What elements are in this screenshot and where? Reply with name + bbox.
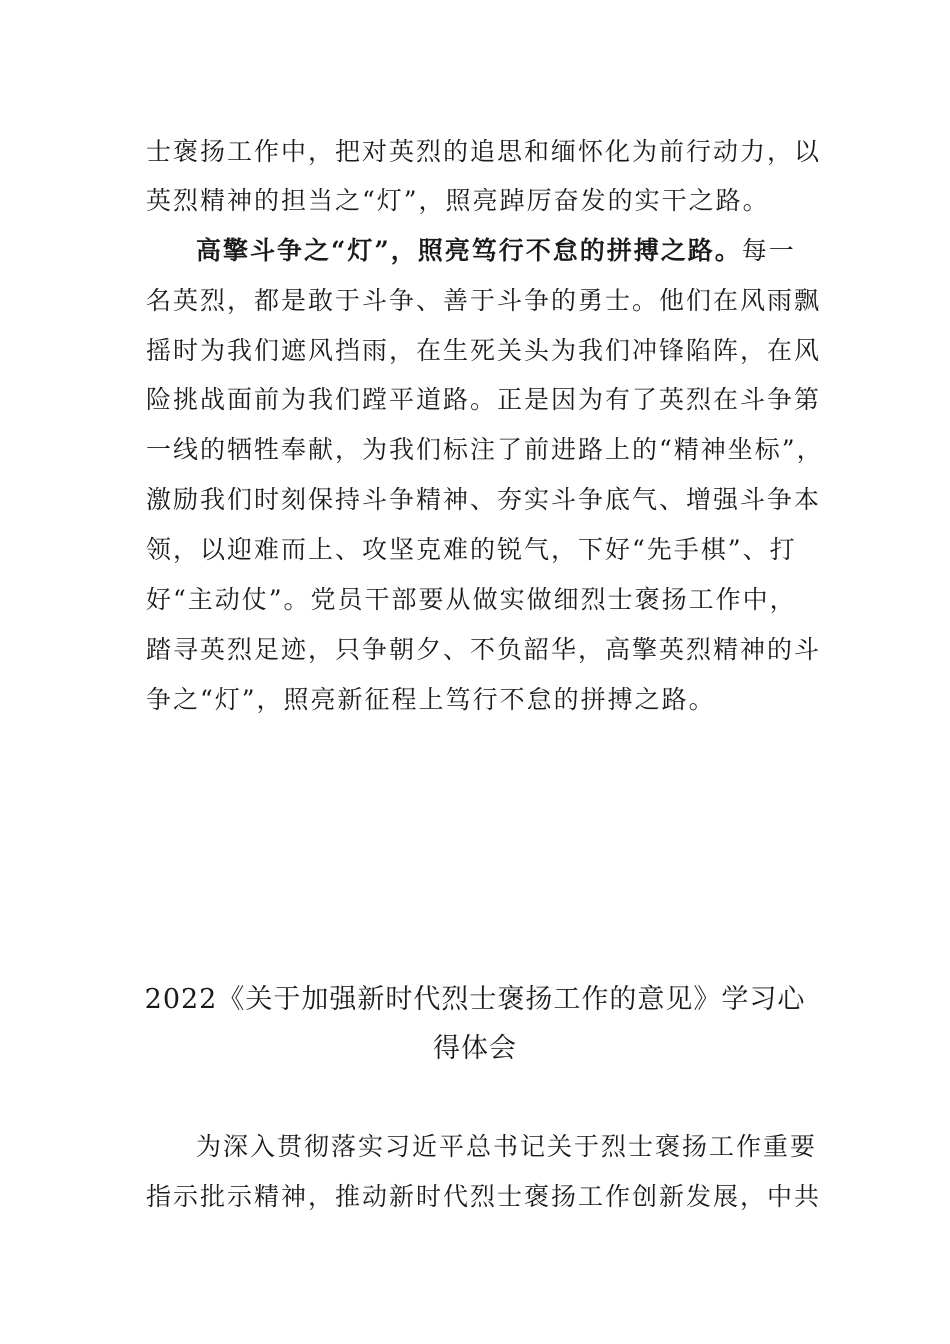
paragraph-line: 一线的牺牲奉献，为我们标注了前进路上的“精神坐标”， — [146, 435, 824, 464]
paragraph-line: 领，以迎难而上、攻坚克难的锐气，下好“先手棋”、打 — [146, 535, 797, 564]
paragraph-text: 每一 — [741, 236, 796, 265]
paragraph-line: 名英烈，都是敢于斗争、善于斗争的勇士。他们在风雨飘 — [146, 286, 822, 315]
paragraph-line: 摇时为我们遮风挡雨，在生死关头为我们冲锋陷阵，在风 — [146, 336, 822, 365]
paragraph-first-line: 为深入贯彻落实习近平总书记关于烈士褒扬工作重要 — [196, 1132, 818, 1161]
paragraph-line: 好“主动仗”。党员干部要从做实做细烈士褒扬工作中， — [146, 585, 797, 614]
paragraph-line: 激励我们时刻保持斗争精神、夯实斗争底气、增强斗争本 — [146, 485, 822, 514]
paragraph-line: 士褒扬工作中，把对英烈的追思和缅怀化为前行动力，以 — [146, 137, 822, 166]
paragraph-line: 指示批示精神，推动新时代烈士褒扬工作创新发展，中共 — [146, 1182, 822, 1211]
paragraph-heading: 高擎斗争之“灯”，照亮笃行不怠的拼搏之路。 — [196, 236, 742, 265]
paragraph-line: 踏寻英烈足迹，只争朝夕、不负韶华，高擎英烈精神的斗 — [146, 635, 822, 664]
paragraph-line: 险挑战面前为我们蹚平道路。正是因为有了英烈在斗争第 — [146, 385, 822, 414]
paragraph-line: 争之“灯”，照亮新征程上笃行不怠的拼搏之路。 — [146, 685, 716, 714]
document-title-continued: 得体会 — [433, 1033, 517, 1064]
paragraph-first-line — [196, 235, 796, 267]
document-title: 2022《关于加强新时代烈士褒扬工作的意见》学习心 — [144, 984, 806, 1015]
paragraph-line: 英烈精神的担当之“灯”，照亮踔厉奋发的实干之路。 — [146, 186, 770, 215]
